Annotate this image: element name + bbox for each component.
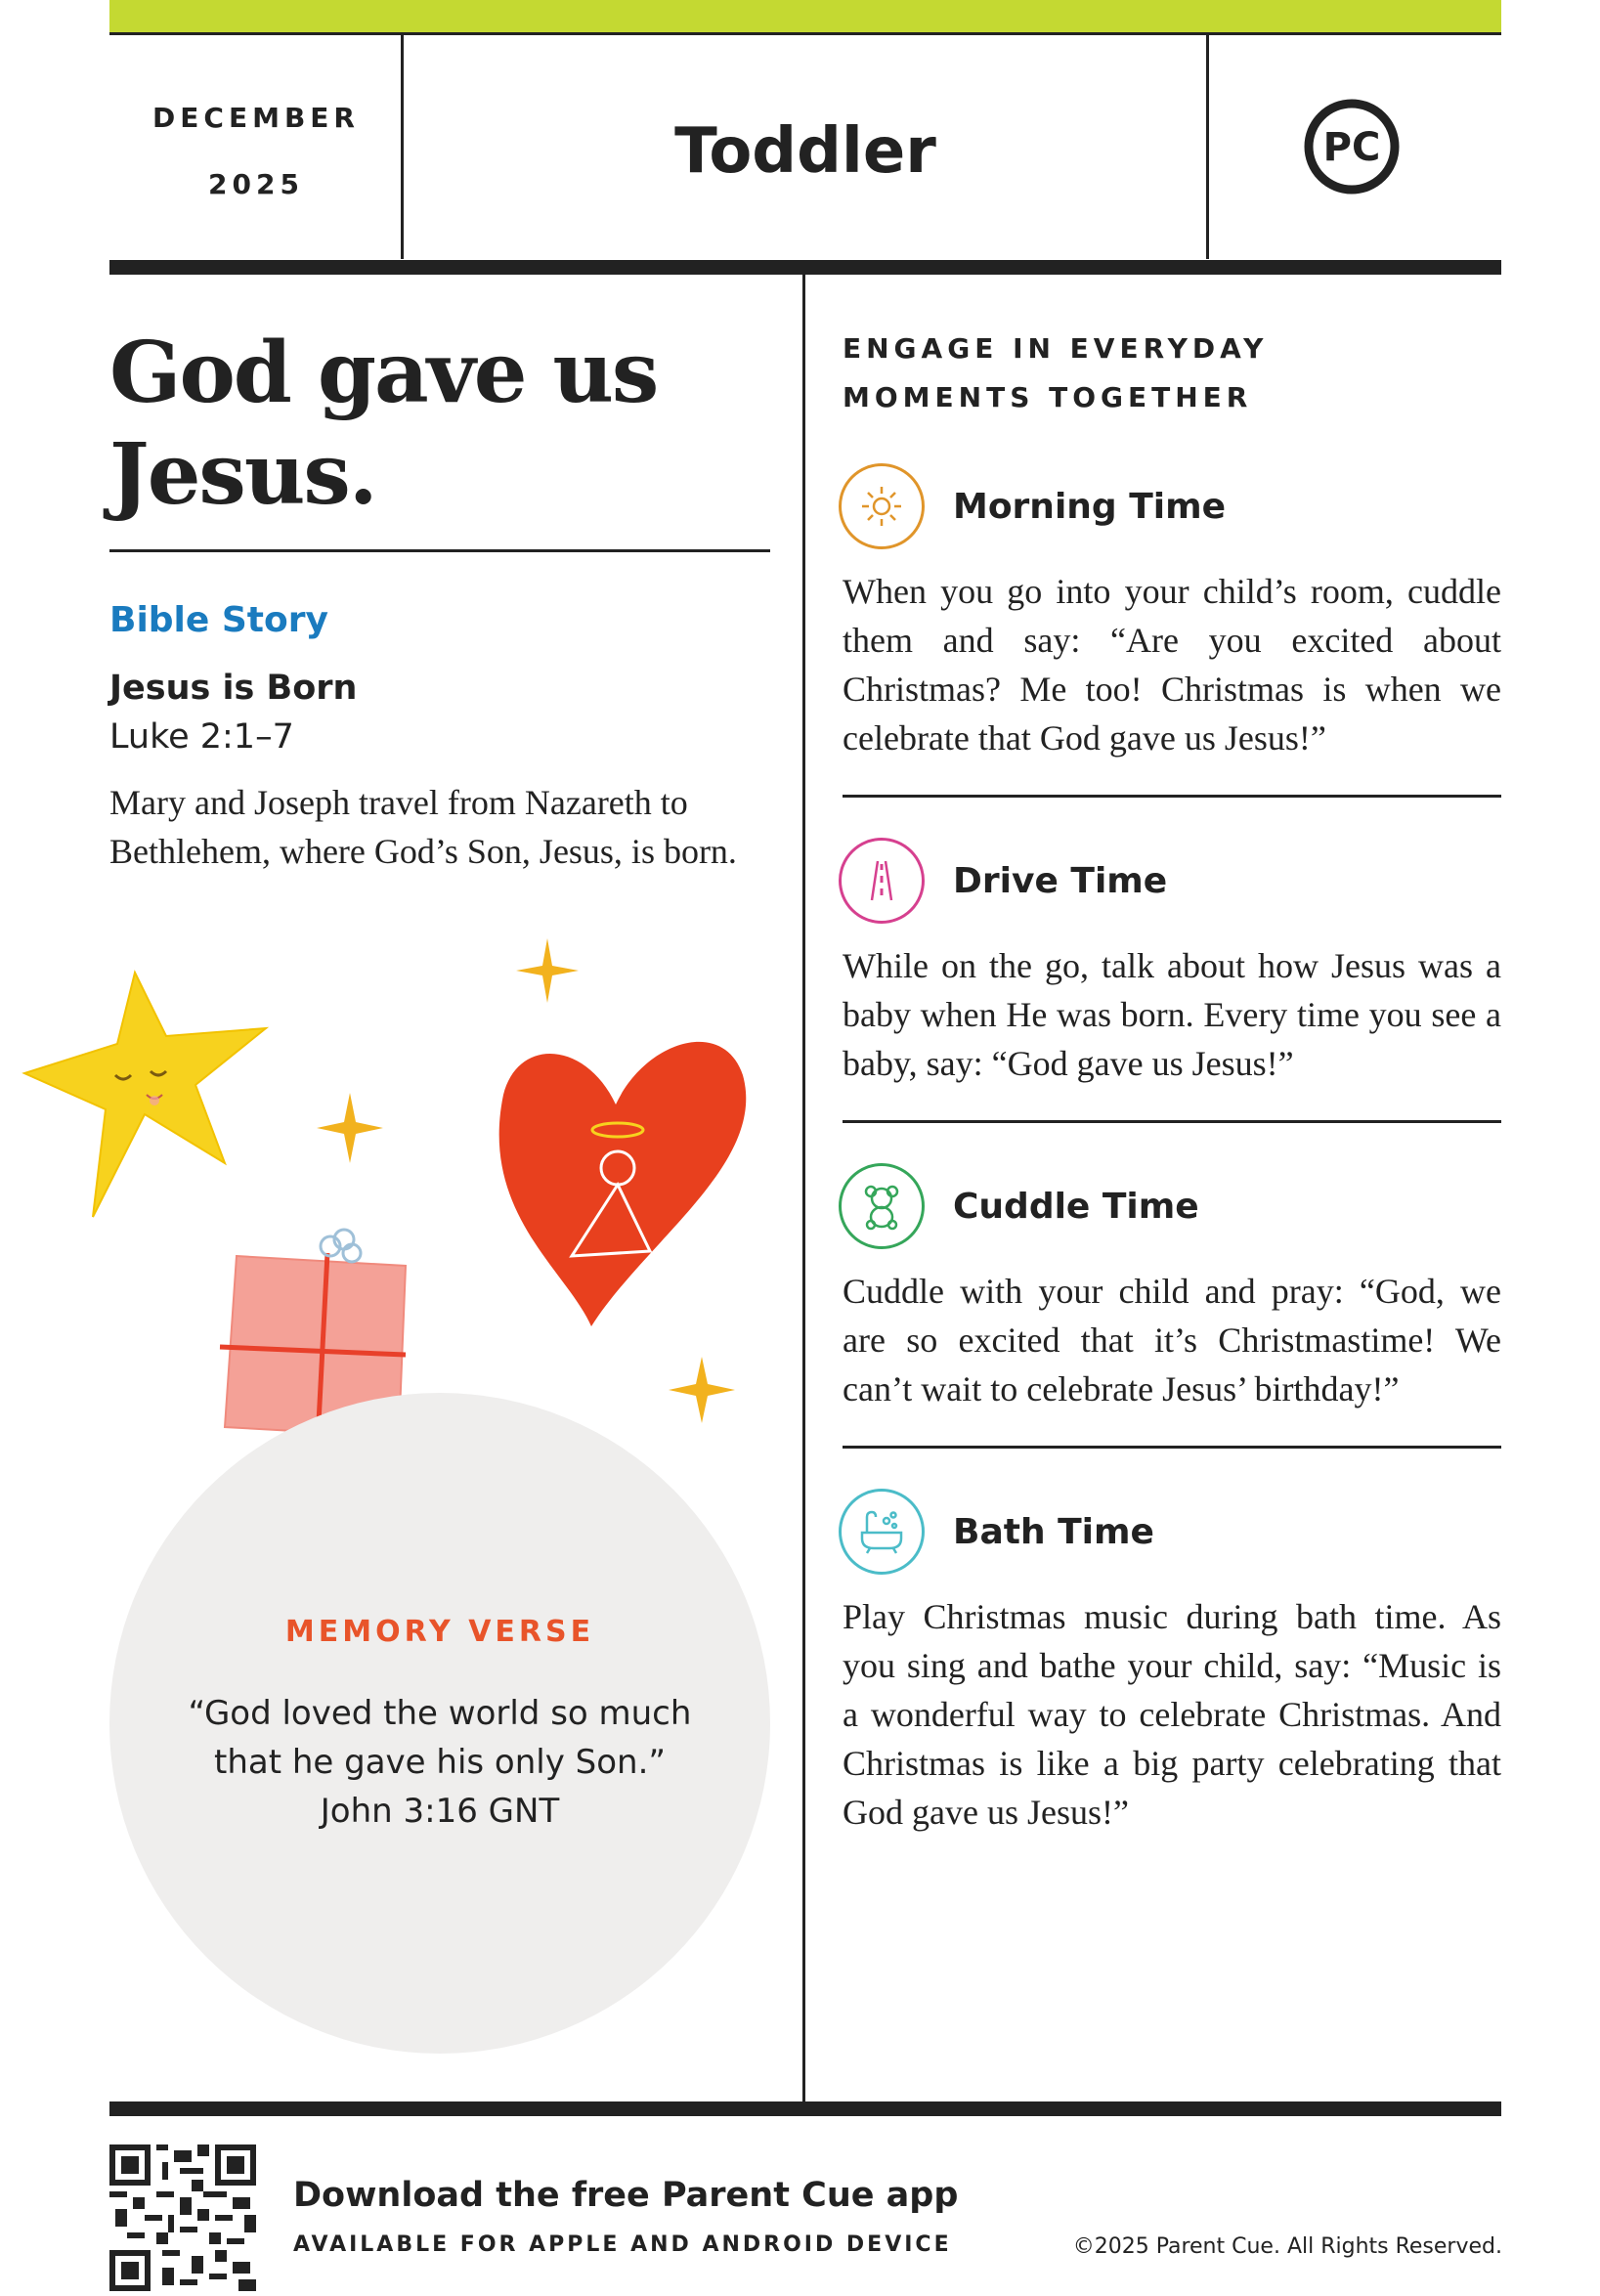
memory-verse-reference: John 3:16 GNT [320, 1792, 560, 1831]
header-month: DECEMBER [152, 102, 360, 134]
section-title-bath: Bath Time [953, 1512, 1154, 1552]
copyright: ©2025 Parent Cue. All Rights Reserved. [1072, 2234, 1502, 2259]
qr-code[interactable] [109, 2144, 256, 2291]
story-reference: Luke 2:1–7 [109, 717, 294, 757]
main-title-line2: Jesus. [109, 425, 376, 524]
memory-verse-line2: that he gave his only Son.” [214, 1743, 666, 1782]
story-title: Jesus is Born [109, 669, 358, 708]
memory-verse-label: MEMORY VERSE [284, 1615, 595, 1649]
story-summary: Mary and Joseph travel from Nazareth to Bethlehem, where God’s Son, Jesus, is born. [109, 783, 737, 871]
memory-verse-text [166, 1689, 714, 1836]
section-text-cuddle: Cuddle with your child and pray: “God, we are so excited that it’s Christmastime! We can’t wait to celebrate Jesus’ birthday!” [843, 1272, 1501, 1408]
christmas-illustration [20, 929, 762, 1447]
section-text-morning: When you go into your child’s room, cuddle them and say: “Are you excited about Christmas? Me too! Christmas is when we celebrate that God gave us Jesus!” [843, 572, 1501, 758]
header-year: 2025 [208, 168, 304, 200]
engage-heading-line1: ENGAGE IN EVERYDAY [843, 332, 1269, 365]
section-title-morning: Morning Time [953, 487, 1227, 527]
engage-heading-line2: MOMENTS TOGETHER [843, 381, 1253, 413]
bathtub-icon [839, 1489, 925, 1575]
section-divider [843, 1446, 1501, 1449]
parent-cue-logo [1303, 98, 1401, 195]
section-text-drive: While on the go, talk about how Jesus was a baby when He was born. Every time you see a baby, say: “God gave us Jesus!” [843, 946, 1501, 1083]
section-title-cuddle: Cuddle Time [953, 1187, 1199, 1227]
section-divider [843, 795, 1501, 798]
top-accent-bar [109, 0, 1501, 32]
header-rule [109, 260, 1501, 275]
engage-heading [843, 325, 1488, 422]
bible-story-label: Bible Story [109, 600, 328, 640]
main-title-line1: God gave us [109, 324, 658, 422]
column-divider [802, 274, 805, 2101]
star-icon [24, 973, 266, 1217]
road-icon [839, 838, 925, 924]
main-title [109, 323, 774, 526]
memory-verse-line1: “God loved the world so much [188, 1694, 692, 1733]
section-divider [843, 1120, 1501, 1123]
section-text-bath: Play Christmas music during bath time. As you sing and bathe your child, say: “Music is a wonderful way to celebrate Christmas. And Christmas is like a big party celebrating that God gave us Jesus!” [843, 1597, 1501, 1832]
footer-download-title: Download the free Parent Cue app [293, 2176, 959, 2215]
svg-text:PC: PC [1322, 125, 1381, 170]
footer-rule [109, 2101, 1501, 2116]
heart-icon [499, 1042, 747, 1326]
teddy-bear-icon [839, 1163, 925, 1249]
title-divider [109, 549, 770, 552]
section-title-drive: Drive Time [953, 861, 1168, 901]
page-title: Toddler [674, 115, 936, 188]
footer-download-subtitle: AVAILABLE FOR APPLE AND ANDROID DEVICE [293, 2232, 952, 2257]
sun-icon [839, 463, 925, 549]
